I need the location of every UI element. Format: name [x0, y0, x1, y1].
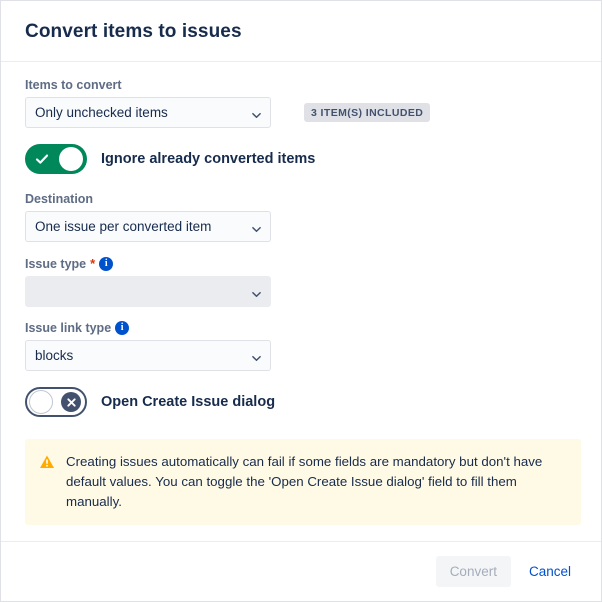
issue-type-label-text: Issue type [25, 256, 87, 271]
issue-link-type-field [25, 321, 577, 371]
required-marker: * [90, 256, 96, 271]
items-to-convert-label-text: Items to convert [25, 78, 122, 92]
issue-type-label [25, 256, 577, 271]
ignore-converted-label: Ignore already converted items [101, 151, 316, 167]
dialog-body [1, 62, 601, 541]
issue-type-field [25, 256, 577, 307]
items-to-convert-label [25, 78, 577, 92]
items-included-badge: 3 ITEM(S) INCLUDED [304, 103, 430, 122]
destination-select[interactable]: One issue per converted item [25, 211, 271, 242]
issue-link-type-select[interactable]: blocks [25, 340, 271, 371]
info-icon[interactable]: i [115, 321, 129, 335]
warning-banner [25, 439, 581, 525]
ignore-converted-row [25, 144, 577, 174]
issue-type-select[interactable] [25, 276, 271, 307]
issue-link-type-select-wrap[interactable] [25, 340, 271, 371]
destination-label [25, 192, 577, 206]
items-to-convert-select[interactable]: Only unchecked items [25, 97, 271, 128]
cancel-button[interactable]: Cancel [519, 556, 581, 587]
items-to-convert-select-wrap[interactable] [25, 97, 271, 128]
destination-select-wrap[interactable] [25, 211, 271, 242]
check-icon [31, 148, 53, 170]
toggle-knob [29, 390, 53, 414]
close-icon [61, 392, 81, 412]
page-title: Convert items to issues [25, 21, 242, 42]
ignore-converted-toggle[interactable] [25, 144, 87, 174]
items-to-convert-field [25, 78, 577, 128]
open-create-issue-toggle[interactable] [25, 387, 87, 417]
issue-link-type-label-text: Issue link type [25, 321, 112, 335]
dialog-footer [1, 541, 601, 601]
destination-field [25, 192, 577, 242]
open-create-issue-label: Open Create Issue dialog [101, 394, 276, 410]
issue-type-select-wrap[interactable] [25, 276, 271, 307]
destination-label-text: Destination [25, 192, 94, 206]
issue-link-type-label [25, 321, 577, 335]
convert-button[interactable]: Convert [436, 556, 511, 587]
open-create-issue-row [25, 387, 577, 417]
warning-icon [39, 454, 55, 470]
info-icon[interactable]: i [99, 257, 113, 271]
dialog-header [1, 1, 601, 62]
warning-text: Creating issues automatically can fail if some fields are mandatory but don't have default values. You can toggle the 'Open Create Issue dialog' field to fill them manually. [66, 454, 543, 509]
items-to-convert-row [25, 97, 577, 128]
toggle-knob [59, 147, 83, 171]
